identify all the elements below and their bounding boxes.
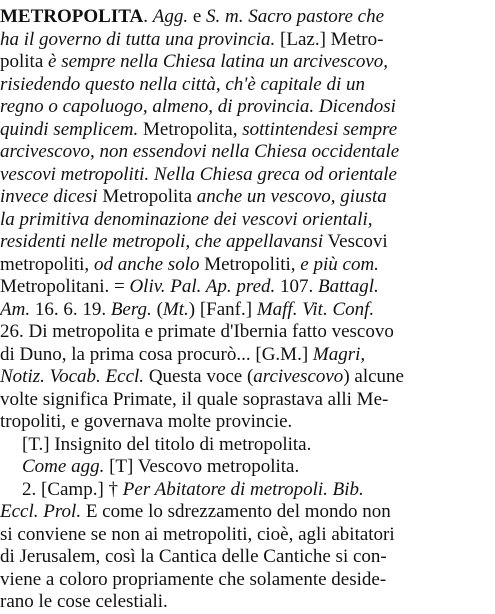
entry-text-line	[0, 500, 473, 524]
text-segment: Magri,	[312, 343, 366, 365]
text-segment: tropoliti, e governava molte provincie.	[0, 411, 293, 432]
text-segment: Metropoliti,	[199, 253, 301, 275]
entry-text-line	[0, 365, 473, 389]
text-segment: è sempre nella Chiesa latina un arcivescovo,	[48, 51, 389, 72]
text-segment: invece dicesi	[0, 186, 98, 207]
entry-text-line	[0, 140, 473, 164]
entry-text-line	[0, 523, 473, 547]
text-segment: Vescovi	[323, 231, 388, 252]
entry-text-line	[0, 118, 473, 142]
entry-text-line	[0, 208, 473, 232]
text-segment: Per Abitatore di metropoli. Bib.	[122, 478, 364, 500]
entry-text-line	[0, 433, 495, 457]
entry-text-line	[0, 5, 473, 29]
entry-text-line	[0, 230, 473, 254]
text-segment: .	[143, 6, 153, 27]
text-segment: Metropolita	[97, 186, 197, 207]
text-segment: si conviene se non ai metropoliti, cioè, agli abitatori	[0, 523, 395, 545]
entry-text-line	[0, 568, 473, 592]
text-segment: arcivescovo, non essendovi nella Chiesa occidentale	[0, 141, 400, 162]
text-segment: Metropolitani. =	[0, 276, 130, 297]
entry-text-line	[0, 455, 495, 479]
text-segment: sottintendesi sempre	[242, 118, 398, 140]
text-segment: Berg.	[110, 298, 152, 320]
text-segment: Maff. Vit. Conf.	[256, 298, 375, 320]
text-segment: quindi semplicem.	[0, 118, 139, 140]
entry-text-line	[0, 73, 473, 97]
text-segment: vescovi metropoliti. Nella Chiesa greca od orientale	[0, 163, 397, 185]
entry-text-line	[0, 545, 473, 569]
entry-text-line	[0, 388, 473, 412]
text-segment: Notiz. Vocab. Eccl.	[0, 366, 145, 387]
text-segment: Eccl. Prol.	[0, 501, 82, 522]
text-segment: di Duno, la prima cosa procurò... [G.M.]	[0, 343, 313, 365]
entry-text-line	[0, 275, 473, 299]
text-segment: (	[151, 298, 163, 320]
entry-text-line	[0, 163, 473, 187]
text-segment: E come lo sdrezzamento del mondo non	[81, 501, 391, 522]
headword: METROPOLITA	[0, 6, 144, 27]
text-segment: Am.	[0, 298, 31, 320]
text-segment: la primitiva denominazione dei vescovi orientali,	[0, 208, 373, 230]
text-segment: Come agg.	[22, 456, 105, 477]
text-segment: ) alcune	[343, 366, 404, 387]
text-segment: volte significa Primate, il quale soprastava alli Me-	[0, 388, 389, 410]
text-segment: metropoliti,	[0, 253, 94, 275]
text-segment: regno o capoluogo, almeno, di provincia. Dicendosi	[0, 96, 396, 117]
entry-text-line	[0, 298, 473, 322]
text-segment: residenti nelle metropoli, che appellavansi	[0, 231, 324, 252]
text-segment: risiedendo questo nella città, ch'è capitale di un	[0, 73, 365, 95]
text-segment: 2. [Camp.] †	[22, 478, 123, 500]
entry-text-line	[0, 320, 473, 344]
entry-text-line	[0, 185, 473, 209]
text-segment: Questa voce (	[144, 366, 254, 387]
text-segment: [Laz.] Metro-	[275, 28, 384, 50]
text-segment: S. m. Sacro pastore che	[206, 6, 385, 27]
entry-text-line	[0, 343, 473, 367]
text-segment: polita	[0, 51, 49, 72]
entry-text-line	[0, 590, 473, 614]
text-segment: Agg.	[152, 6, 189, 27]
text-segment: Oliv. Pal. Ap. pred.	[129, 276, 276, 297]
text-segment: 107.	[275, 276, 319, 297]
text-segment: di Jerusalem, così la Cantica delle Cantiche si con-	[0, 546, 387, 567]
text-segment: ) [Fanf.]	[188, 298, 257, 320]
text-segment: Metropolita,	[138, 118, 243, 140]
entry-text-line	[0, 95, 473, 119]
text-segment: arcivescovo	[253, 366, 344, 387]
text-segment: rano le cose celestiali.	[0, 591, 168, 612]
text-segment: Battagl.	[318, 276, 379, 297]
text-segment: [T] Vescovo metropolita.	[104, 456, 300, 477]
text-segment: anche un vescovo, giusta	[196, 186, 387, 207]
text-segment: Mt.	[162, 298, 189, 320]
entry-text-line	[0, 253, 473, 277]
entry-text-line	[0, 478, 495, 502]
text-segment: 26. Di metropolita e primate d'Ibernia fatto vescovo	[0, 321, 394, 342]
entry-text-line	[0, 28, 473, 52]
text-segment: 16. 6. 19.	[30, 298, 111, 320]
text-segment: od anche solo	[93, 253, 200, 275]
entry-text-line	[0, 50, 473, 74]
text-segment: [T.] Insignito del titolo di metropolita.	[22, 433, 312, 455]
text-segment: ha il governo di tutta una provincia.	[0, 28, 276, 50]
text-segment: viene a coloro propriamente che solamente deside-	[0, 568, 387, 590]
text-segment: e più com.	[300, 253, 379, 275]
text-segment: e	[188, 6, 207, 27]
entry-text-line	[0, 410, 473, 434]
